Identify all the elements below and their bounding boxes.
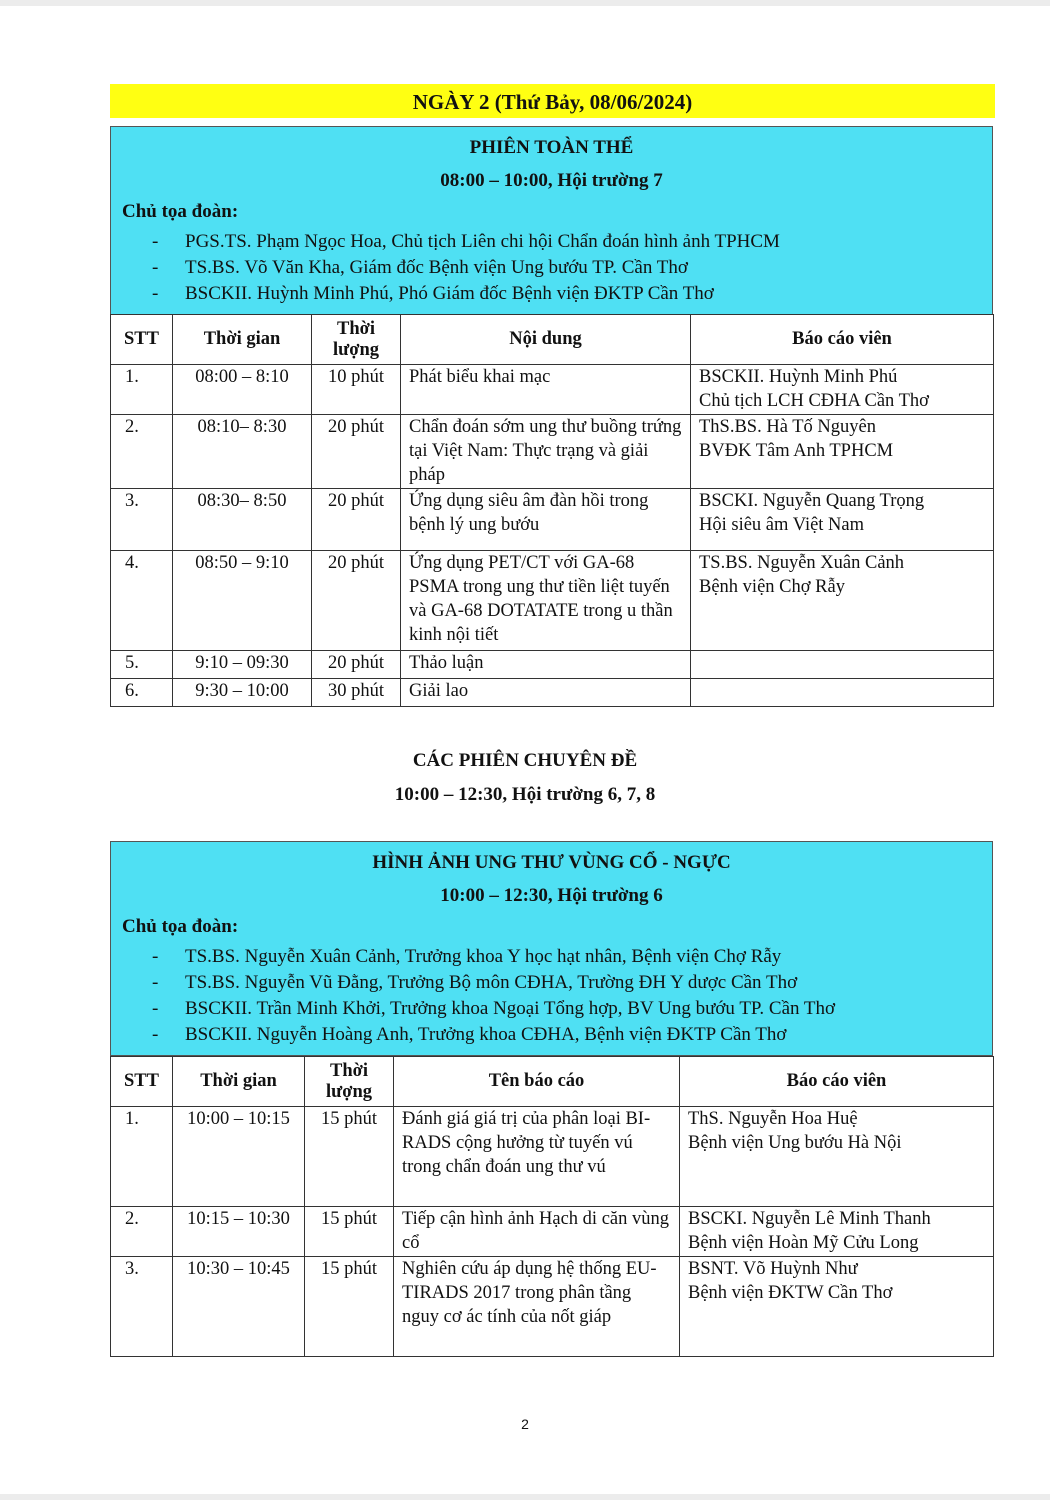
- table-row: [111, 365, 994, 415]
- chair-item: - BSCKII. Trần Minh Khởi, Trưởng khoa Ngoại Tổng hợp, BV Ung bướu TP. Cần Thơ: [152, 998, 836, 1019]
- header-stt: STT: [111, 1057, 173, 1107]
- cell-time: 08:30– 8:50: [173, 489, 312, 551]
- cell-content: Đánh giá giá trị của phân loại BI-RADS cộng hưởng từ tuyến vú trong chẩn đoán ung thư vú: [394, 1107, 680, 1207]
- header-speaker: Báo cáo viên: [691, 315, 994, 365]
- table-row: [111, 651, 994, 679]
- cell-time: 08:00 – 8:10: [173, 365, 312, 415]
- cell-speaker: ThS. Nguyễn Hoa Huệ Bệnh viện Ung bướu Hà Nội: [680, 1107, 994, 1207]
- plenary-title: PHIÊN TOÀN THỂ: [469, 137, 634, 158]
- cell-content: Tiếp cận hình ảnh Hạch di căn vùng cổ: [394, 1207, 680, 1257]
- table-row: [111, 679, 994, 707]
- cell-speaker: BSCKI. Nguyễn Quang Trọng Hội siêu âm Việt Nam: [691, 489, 994, 551]
- cell-stt: 4.: [111, 551, 173, 651]
- table-row: [111, 489, 994, 551]
- chair-item: - TS.BS. Nguyễn Vũ Đằng, Trưởng Bộ môn CĐHA, Trường ĐH Y dược Cần Thơ: [152, 972, 798, 993]
- chair-item: - BSCKII. Nguyễn Hoàng Anh, Trưởng khoa CĐHA, Bệnh viện ĐKTP Cần Thơ: [152, 1024, 787, 1045]
- cell-time: 9:30 – 10:00: [173, 679, 312, 707]
- table-row: [111, 551, 994, 651]
- table-row: [111, 1257, 994, 1357]
- cell-speaker: ThS.BS. Hà Tố Nguyên BVĐK Tâm Anh TPHCM: [691, 415, 994, 489]
- cell-duration: 20 phút: [312, 415, 401, 489]
- cell-duration: 20 phút: [312, 551, 401, 651]
- plenary-chairs-label: Chủ tọa đoàn:: [122, 201, 239, 222]
- plenary-session-header: [110, 126, 993, 315]
- session-schedule-table: [110, 1056, 994, 1357]
- cell-stt: 2.: [111, 1207, 173, 1257]
- cell-speaker: BSNT. Võ Huỳnh Như Bệnh viện ĐKTW Cần Thơ: [680, 1257, 994, 1357]
- cell-time: 10:15 – 10:30: [173, 1207, 305, 1257]
- session-title: HÌNH ẢNH UNG THƯ VÙNG CỔ - NGỰC: [372, 852, 731, 873]
- chair-item: - BSCKII. Huỳnh Minh Phú, Phó Giám đốc Bệnh viện ĐKTP Cần Thơ: [152, 283, 714, 304]
- table-row: [111, 1107, 994, 1207]
- cell-time: 08:10– 8:30: [173, 415, 312, 489]
- cell-content: Nghiên cứu áp dụng hệ thống EU-TIRADS 2017 trong phân tầng nguy cơ ác tính của nốt giáp: [394, 1257, 680, 1357]
- cell-duration: 20 phút: [312, 489, 401, 551]
- chair-item: - TS.BS. Võ Văn Kha, Giám đốc Bệnh viện Ung bướu TP. Cần Thơ: [152, 257, 688, 278]
- table-header-row: [111, 315, 994, 365]
- cell-content: Phát biểu khai mạc: [401, 365, 691, 415]
- page-number: 2: [521, 1416, 529, 1432]
- cell-stt: 6.: [111, 679, 173, 707]
- cell-content: Chẩn đoán sớm ung thư buồng trứng tại Việt Nam: Thực trạng và giải pháp: [401, 415, 691, 489]
- plenary-schedule-table: [110, 314, 994, 707]
- cell-content: Giải lao: [401, 679, 691, 707]
- cell-speaker: BSCKII. Huỳnh Minh Phú Chủ tịch LCH CĐHA Cần Thơ: [691, 365, 994, 415]
- cell-stt: 1.: [111, 1107, 173, 1207]
- cell-speaker: [691, 651, 994, 679]
- session-chairs-label: Chủ tọa đoàn:: [122, 916, 239, 937]
- thematic-title: CÁC PHIÊN CHUYÊN ĐỀ: [412, 750, 638, 771]
- cell-content: Ứng dụng PET/CT với GA-68 PSMA trong ung thư tiền liệt tuyến và GA-68 DOTATATE trong u thần kinh nội tiết: [401, 551, 691, 651]
- cell-stt: 3.: [111, 1257, 173, 1357]
- header-content: Tên báo cáo: [394, 1057, 680, 1107]
- session-chairs-list: [111, 944, 992, 1048]
- session-header: [110, 841, 993, 1056]
- cell-duration: 15 phút: [305, 1207, 394, 1257]
- cell-stt: 5.: [111, 651, 173, 679]
- cell-time: 10:30 – 10:45: [173, 1257, 305, 1357]
- cell-time: 08:50 – 9:10: [173, 551, 312, 651]
- cell-stt: 2.: [111, 415, 173, 489]
- header-time: Thời gian: [173, 315, 312, 365]
- session-time: 10:00 – 12:30, Hội trường 6: [440, 885, 663, 906]
- chair-item: - TS.BS. Nguyễn Xuân Cảnh, Trưởng khoa Y học hạt nhân, Bệnh viện Chợ Rẫy: [152, 946, 782, 967]
- header-duration: Thời lượng: [312, 315, 401, 365]
- cell-stt: 3.: [111, 489, 173, 551]
- cell-speaker: TS.BS. Nguyễn Xuân Cảnh Bệnh viện Chợ Rẫy: [691, 551, 994, 651]
- cell-speaker: BSCKI. Nguyễn Lê Minh Thanh Bệnh viện Hoàn Mỹ Cửu Long: [680, 1207, 994, 1257]
- cell-duration: 10 phút: [312, 365, 401, 415]
- header-duration: Thời lượng: [305, 1057, 394, 1107]
- header-speaker: Báo cáo viên: [680, 1057, 994, 1107]
- cell-speaker: [691, 679, 994, 707]
- cell-content: Thảo luận: [401, 651, 691, 679]
- chair-item: - PGS.TS. Phạm Ngọc Hoa, Chủ tịch Liên chi hội Chẩn đoán hình ảnh TPHCM: [152, 231, 780, 252]
- table-row: [111, 415, 994, 489]
- cell-duration: 30 phút: [312, 679, 401, 707]
- cell-time: 10:00 – 10:15: [173, 1107, 305, 1207]
- table-header-row: [111, 1057, 994, 1107]
- thematic-time: 10:00 – 12:30, Hội trường 6, 7, 8: [394, 784, 656, 805]
- cell-duration: 15 phút: [305, 1257, 394, 1357]
- cell-stt: 1.: [111, 365, 173, 415]
- document-page: [0, 6, 1050, 1494]
- cell-time: 9:10 – 09:30: [173, 651, 312, 679]
- table-row: [111, 1207, 994, 1257]
- plenary-chairs-list: [111, 229, 992, 307]
- header-content: Nội dung: [401, 315, 691, 365]
- header-stt: STT: [111, 315, 173, 365]
- cell-duration: 15 phút: [305, 1107, 394, 1207]
- plenary-time: 08:00 – 10:00, Hội trường 7: [440, 170, 663, 191]
- cell-duration: 20 phút: [312, 651, 401, 679]
- day-banner: NGÀY 2 (Thứ Bảy, 08/06/2024): [110, 84, 995, 118]
- cell-content: Ứng dụng siêu âm đàn hồi trong bệnh lý ung bướu: [401, 489, 691, 551]
- header-time: Thời gian: [173, 1057, 305, 1107]
